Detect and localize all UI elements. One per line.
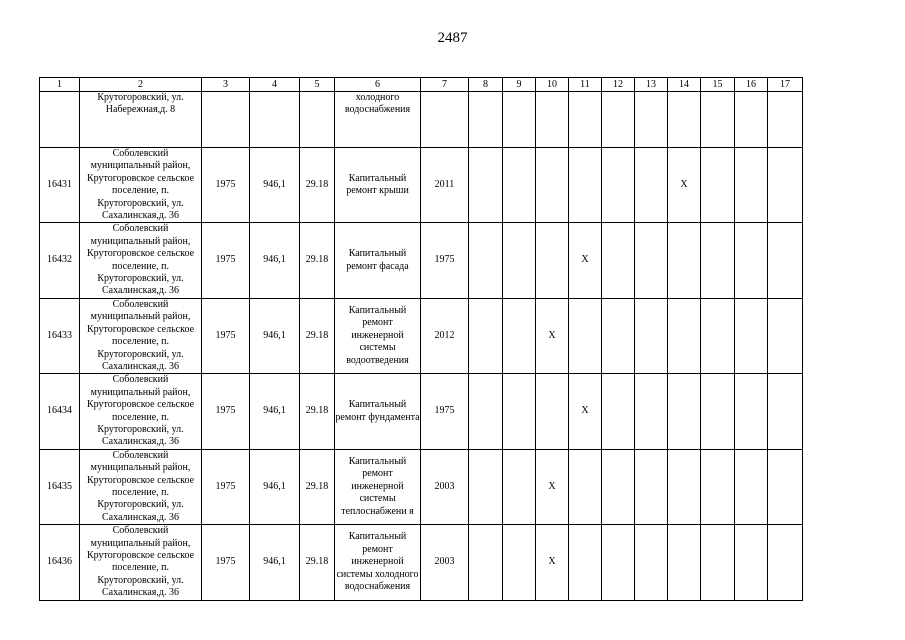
work-type-cell: Капитальный ремонт инженерной системы холодного водоснабжения xyxy=(335,525,421,600)
cell-empty xyxy=(635,525,668,600)
work-type-cell: Капитальный ремонт фасада xyxy=(335,223,421,298)
cell-empty xyxy=(469,92,503,148)
cell-empty xyxy=(536,374,569,449)
cell-empty xyxy=(735,92,768,148)
cell-empty xyxy=(768,148,803,223)
work-type-cell: Капитальный ремонт крыши xyxy=(335,148,421,223)
column-number-8: 8 xyxy=(469,78,503,92)
cell-empty xyxy=(635,298,668,373)
cell-empty xyxy=(503,148,536,223)
cell-empty xyxy=(735,148,768,223)
address-cell: Соболевский муниципальный район, Крутогоровское сельское поселение, п. Крутогоровский, ул. Сахалинская,д. 36 xyxy=(80,223,202,298)
column-number-12: 12 xyxy=(602,78,635,92)
cell-empty xyxy=(768,298,803,373)
cell-empty xyxy=(701,374,735,449)
cell-empty xyxy=(602,223,635,298)
cell-empty xyxy=(569,148,602,223)
cell-empty xyxy=(569,298,602,373)
column-number-17: 17 xyxy=(768,78,803,92)
column-number-3: 3 xyxy=(202,78,250,92)
work-type-cell: Капитальный ремонт фундамента xyxy=(335,374,421,449)
build-year-cell: 1975 xyxy=(202,449,250,524)
cell-empty xyxy=(701,223,735,298)
cell-empty xyxy=(536,92,569,148)
build-year-cell: 1975 xyxy=(202,298,250,373)
work-type-cell: Капитальный ремонт инженерной системы теплоснабжени я xyxy=(335,449,421,524)
address-cell: Крутогоровский, ул. Набережная,д. 8 xyxy=(80,92,202,148)
repair-year-cell: 1975 xyxy=(421,223,469,298)
mark-cell: X xyxy=(569,374,602,449)
cell-empty xyxy=(668,374,701,449)
cell-empty xyxy=(635,92,668,148)
table-row xyxy=(40,298,803,373)
address-cell: Соболевский муниципальный район, Крутогоровское сельское поселение, п. Крутогоровский, ул. Сахалинская,д. 36 xyxy=(80,449,202,524)
column-number-14: 14 xyxy=(668,78,701,92)
cell-empty xyxy=(469,298,503,373)
area-cell: 946,1 xyxy=(250,525,300,600)
address-cell: Соболевский муниципальный район, Крутогоровское сельское поселение, п. Крутогоровский, ул. Сахалинская,д. 36 xyxy=(80,298,202,373)
code-cell: 29.18 xyxy=(300,223,335,298)
record-id-cell: 16432 xyxy=(40,223,80,298)
work-type-cell: холодного водоснабжения xyxy=(335,92,421,148)
cell-empty xyxy=(569,449,602,524)
cell-empty xyxy=(469,148,503,223)
repair-year-cell: 2003 xyxy=(421,525,469,600)
cell-empty xyxy=(768,374,803,449)
cell-empty xyxy=(635,449,668,524)
cell-empty xyxy=(250,92,300,148)
column-number-16: 16 xyxy=(735,78,768,92)
mark-cell: X xyxy=(569,223,602,298)
cell-empty xyxy=(202,92,250,148)
column-number-2: 2 xyxy=(80,78,202,92)
cell-empty xyxy=(701,298,735,373)
area-cell: 946,1 xyxy=(250,374,300,449)
cell-empty xyxy=(40,92,80,148)
cell-empty xyxy=(735,449,768,524)
record-id-cell: 16435 xyxy=(40,449,80,524)
cell-empty xyxy=(503,92,536,148)
build-year-cell: 1975 xyxy=(202,374,250,449)
repair-year-cell: 1975 xyxy=(421,374,469,449)
cell-empty xyxy=(768,449,803,524)
column-number-13: 13 xyxy=(635,78,668,92)
table-row xyxy=(40,449,803,524)
cell-empty xyxy=(668,298,701,373)
record-id-cell: 16434 xyxy=(40,374,80,449)
work-type-cell: Капитальный ремонт инженерной системы водоотведения xyxy=(335,298,421,373)
column-number-4: 4 xyxy=(250,78,300,92)
cell-empty xyxy=(768,223,803,298)
mark-cell: X xyxy=(668,148,701,223)
code-cell: 29.18 xyxy=(300,525,335,600)
cell-empty xyxy=(569,92,602,148)
cell-empty xyxy=(503,223,536,298)
code-cell: 29.18 xyxy=(300,449,335,524)
address-cell: Соболевский муниципальный район, Крутогоровское сельское поселение, п. Крутогоровский, ул. Сахалинская,д. 36 xyxy=(80,148,202,223)
build-year-cell: 1975 xyxy=(202,148,250,223)
table-row xyxy=(40,223,803,298)
repair-schedule-table xyxy=(39,77,803,601)
address-cell: Соболевский муниципальный район, Крутогоровское сельское поселение, п. Крутогоровский, ул. Сахалинская,д. 36 xyxy=(80,525,202,600)
cell-empty xyxy=(768,525,803,600)
cell-empty xyxy=(668,525,701,600)
cell-empty xyxy=(569,525,602,600)
cell-empty xyxy=(701,449,735,524)
cell-empty xyxy=(469,449,503,524)
column-number-1: 1 xyxy=(40,78,80,92)
table-row xyxy=(40,374,803,449)
column-number-5: 5 xyxy=(300,78,335,92)
cell-empty xyxy=(503,374,536,449)
cell-empty xyxy=(668,449,701,524)
mark-cell: X xyxy=(536,298,569,373)
code-cell: 29.18 xyxy=(300,298,335,373)
cell-empty xyxy=(469,223,503,298)
page-number: 2487 xyxy=(437,30,468,46)
address-cell: Соболевский муниципальный район, Крутогоровское сельское поселение, п. Крутогоровский, ул. Сахалинская,д. 36 xyxy=(80,374,202,449)
area-cell: 946,1 xyxy=(250,223,300,298)
column-number-9: 9 xyxy=(503,78,536,92)
column-number-11: 11 xyxy=(569,78,602,92)
cell-empty xyxy=(768,92,803,148)
build-year-cell: 1975 xyxy=(202,525,250,600)
cell-empty xyxy=(735,374,768,449)
column-number-row xyxy=(40,78,803,92)
cell-empty xyxy=(635,223,668,298)
area-cell: 946,1 xyxy=(250,449,300,524)
column-number-15: 15 xyxy=(701,78,735,92)
area-cell: 946,1 xyxy=(250,298,300,373)
cell-empty xyxy=(701,92,735,148)
cell-empty xyxy=(503,298,536,373)
code-cell: 29.18 xyxy=(300,374,335,449)
build-year-cell: 1975 xyxy=(202,223,250,298)
table-row xyxy=(40,525,803,600)
record-id-cell: 16436 xyxy=(40,525,80,600)
cell-empty xyxy=(602,449,635,524)
cell-empty xyxy=(635,148,668,223)
table-row xyxy=(40,148,803,223)
cell-empty xyxy=(421,92,469,148)
mark-cell: X xyxy=(536,449,569,524)
cell-empty xyxy=(602,148,635,223)
cell-empty xyxy=(635,374,668,449)
record-id-cell: 16433 xyxy=(40,298,80,373)
cell-empty xyxy=(668,223,701,298)
record-id-cell: 16431 xyxy=(40,148,80,223)
column-number-10: 10 xyxy=(536,78,569,92)
cell-empty xyxy=(735,298,768,373)
column-number-6: 6 xyxy=(335,78,421,92)
repair-year-cell: 2003 xyxy=(421,449,469,524)
cell-empty xyxy=(668,92,701,148)
column-number-7: 7 xyxy=(421,78,469,92)
mark-cell: X xyxy=(536,525,569,600)
cell-empty xyxy=(602,525,635,600)
repair-year-cell: 2011 xyxy=(421,148,469,223)
code-cell: 29.18 xyxy=(300,148,335,223)
cell-empty xyxy=(602,298,635,373)
cell-empty xyxy=(602,374,635,449)
area-cell: 946,1 xyxy=(250,148,300,223)
cell-empty xyxy=(602,92,635,148)
cell-empty xyxy=(735,525,768,600)
cell-empty xyxy=(701,148,735,223)
cell-empty xyxy=(503,525,536,600)
cell-empty xyxy=(701,525,735,600)
cell-empty xyxy=(469,374,503,449)
cell-empty xyxy=(469,525,503,600)
cell-empty xyxy=(300,92,335,148)
repair-year-cell: 2012 xyxy=(421,298,469,373)
cell-empty xyxy=(536,148,569,223)
continuation-row xyxy=(40,92,803,148)
cell-empty xyxy=(735,223,768,298)
cell-empty xyxy=(503,449,536,524)
cell-empty xyxy=(536,223,569,298)
